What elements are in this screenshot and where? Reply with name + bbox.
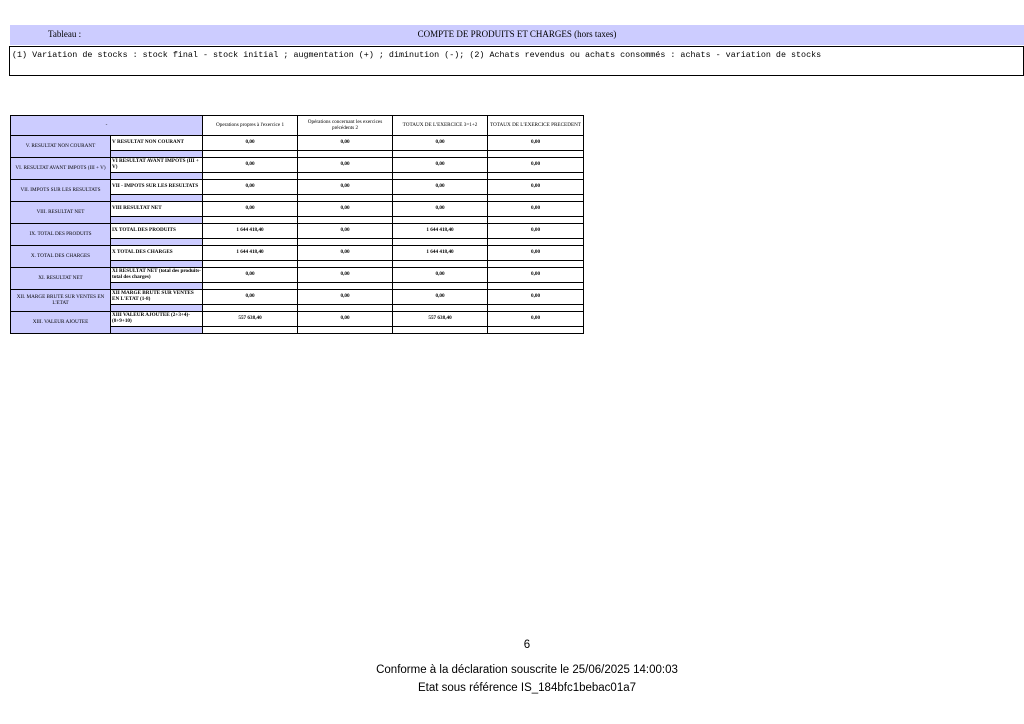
spacer-cell [203, 195, 298, 202]
table-row [11, 224, 584, 239]
table-row [11, 246, 584, 261]
row-label: X. TOTAL DES CHARGES [11, 246, 111, 268]
spacer-cell [393, 283, 488, 290]
table-header-row [11, 116, 584, 136]
spacer-cell [203, 239, 298, 246]
spacer-cell [298, 239, 393, 246]
spacer-cell [393, 327, 488, 334]
table-row [11, 312, 584, 327]
column-header: TOTAUX DE L'EXERCICE PRECEDENT [488, 116, 584, 136]
spacer-cell [298, 217, 393, 224]
row-value: 0,00 [298, 224, 393, 239]
spacer-cell [298, 305, 393, 312]
row-value: 0,00 [203, 290, 298, 305]
row-value: 1 644 418,40 [203, 246, 298, 261]
row-description: X TOTAL DES CHARGES [111, 246, 203, 261]
spacer-cell [111, 151, 203, 158]
row-value: 0,00 [393, 268, 488, 283]
spacer-cell [393, 261, 488, 268]
row-label: XI. RESULTAT NET [11, 268, 111, 290]
row-value: 0,00 [393, 290, 488, 305]
spacer-cell [203, 151, 298, 158]
row-label: XII. MARGE BRUTE SUR VENTES EN L'ETAT [11, 290, 111, 312]
spacer-cell [393, 239, 488, 246]
row-value: 0,00 [488, 290, 584, 305]
spacer-cell [393, 305, 488, 312]
row-description: V RESULTAT NON COURANT [111, 136, 203, 151]
spacer-cell [298, 261, 393, 268]
row-value: 0,00 [203, 202, 298, 217]
spacer-cell [111, 327, 203, 334]
row-value: 0,00 [298, 158, 393, 173]
row-description: XI RESULTAT NET (total des produits-total des charges) [111, 268, 203, 283]
row-value: 0,00 [298, 202, 393, 217]
reference-statement: Etat sous référence IS_184bfc1bebac01a7 [417, 682, 637, 694]
stock-variation-note: (1) Variation de stocks : stock final - stock initial ; augmentation (+) ; diminution (-); (2) Achats revendus ou achats consommés : achats - variation de stocks [9, 46, 1024, 76]
row-label: V. RESULTAT NON COURANT [11, 136, 111, 158]
table-row [11, 268, 584, 283]
spacer-cell [393, 151, 488, 158]
row-value: 0,00 [488, 180, 584, 195]
table-title-bar [10, 25, 1024, 45]
row-label: VII. IMPOTS SUR LES RESULTATS [11, 180, 111, 202]
spacer-cell [111, 261, 203, 268]
spacer-cell [393, 173, 488, 180]
spacer-cell [203, 283, 298, 290]
spacer-cell [111, 195, 203, 202]
spacer-cell [111, 305, 203, 312]
row-description: VIII RESULTAT NET [111, 202, 203, 217]
row-value: 0,00 [488, 136, 584, 151]
spacer-cell [298, 151, 393, 158]
row-value: 0,00 [298, 268, 393, 283]
row-value: 0,00 [203, 136, 298, 151]
row-description: IX TOTAL DES PRODUITS [111, 224, 203, 239]
row-value: 0,00 [488, 224, 584, 239]
page-title: COMPTE DE PRODUITS ET CHARGES (hors taxes) [417, 29, 617, 39]
income-statement-table [10, 115, 584, 334]
row-value: 0,00 [298, 246, 393, 261]
tableau-label: Tableau : [48, 29, 82, 39]
spacer-cell [488, 217, 584, 224]
row-value: 1 644 418,40 [393, 224, 488, 239]
table-row [11, 136, 584, 151]
spacer-cell [488, 239, 584, 246]
row-description: XII MARGE BRUTE SUR VENTES EN L'ETAT (1-8) [111, 290, 203, 305]
column-header: Operations propres à l'exercice 1 [203, 116, 298, 136]
spacer-cell [393, 195, 488, 202]
spacer-cell [111, 283, 203, 290]
row-value: 0,00 [393, 158, 488, 173]
spacer-cell [203, 217, 298, 224]
row-value: 0,00 [203, 180, 298, 195]
spacer-cell [488, 151, 584, 158]
spacer-cell [298, 327, 393, 334]
conformity-statement: Conforme à la déclaration souscrite le 25/06/2025 14:00:03 [376, 664, 678, 676]
spacer-cell [203, 261, 298, 268]
spacer-cell [111, 239, 203, 246]
row-label: XIII. VALEUR AJOUTEE [11, 312, 111, 334]
spacer-cell [203, 173, 298, 180]
row-value: 0,00 [488, 312, 584, 327]
spacer-cell [203, 305, 298, 312]
spacer-cell [393, 217, 488, 224]
column-header: TOTAUX DE L'EXERCICE 3=1+2 [393, 116, 488, 136]
row-label: VI. RESULTAT AVANT IMPOTS (III + V) [11, 158, 111, 180]
spacer-cell [111, 217, 203, 224]
row-value: 0,00 [393, 180, 488, 195]
spacer-cell [488, 305, 584, 312]
column-header: Opérations concernant les exercices précédents 2 [298, 116, 393, 136]
row-value: 0,00 [393, 202, 488, 217]
row-value: 0,00 [488, 268, 584, 283]
spacer-cell [488, 173, 584, 180]
spacer-cell [488, 283, 584, 290]
row-value: 0,00 [488, 202, 584, 217]
row-value: 557 638,40 [393, 312, 488, 327]
row-description: VII - IMPOTS SUR LES RESULTATS [111, 180, 203, 195]
row-value: 0,00 [298, 312, 393, 327]
table-row [11, 158, 584, 173]
spacer-cell [298, 195, 393, 202]
spacer-cell [298, 283, 393, 290]
row-description: XIII VALEUR AJOUTEE (2+3+4)-(8+9+10) [111, 312, 203, 327]
row-value: 0,00 [203, 158, 298, 173]
row-value: 1 644 418,40 [393, 246, 488, 261]
spacer-cell [488, 261, 584, 268]
page-number: 6 [523, 639, 531, 651]
spacer-cell [488, 327, 584, 334]
row-value: 1 644 418,40 [203, 224, 298, 239]
row-value: 0,00 [298, 180, 393, 195]
row-value: 0,00 [488, 158, 584, 173]
row-label: IX. TOTAL DES PRODUITS [11, 224, 111, 246]
row-value: 0,00 [298, 290, 393, 305]
table-row [11, 290, 584, 305]
row-value: 0,00 [298, 136, 393, 151]
row-value: 0,00 [488, 246, 584, 261]
row-value: 0,00 [393, 136, 488, 151]
row-description: VI RESULTAT AVANT IMPOTS (III + V) [111, 158, 203, 173]
row-label: VIII. RESULTAT NET [11, 202, 111, 224]
spacer-cell [488, 195, 584, 202]
table-row [11, 180, 584, 195]
spacer-cell [298, 173, 393, 180]
row-value: 557 638,40 [203, 312, 298, 327]
header-corner: - [11, 116, 203, 136]
row-value: 0,00 [203, 268, 298, 283]
spacer-cell [111, 173, 203, 180]
table-row [11, 202, 584, 217]
spacer-cell [203, 327, 298, 334]
